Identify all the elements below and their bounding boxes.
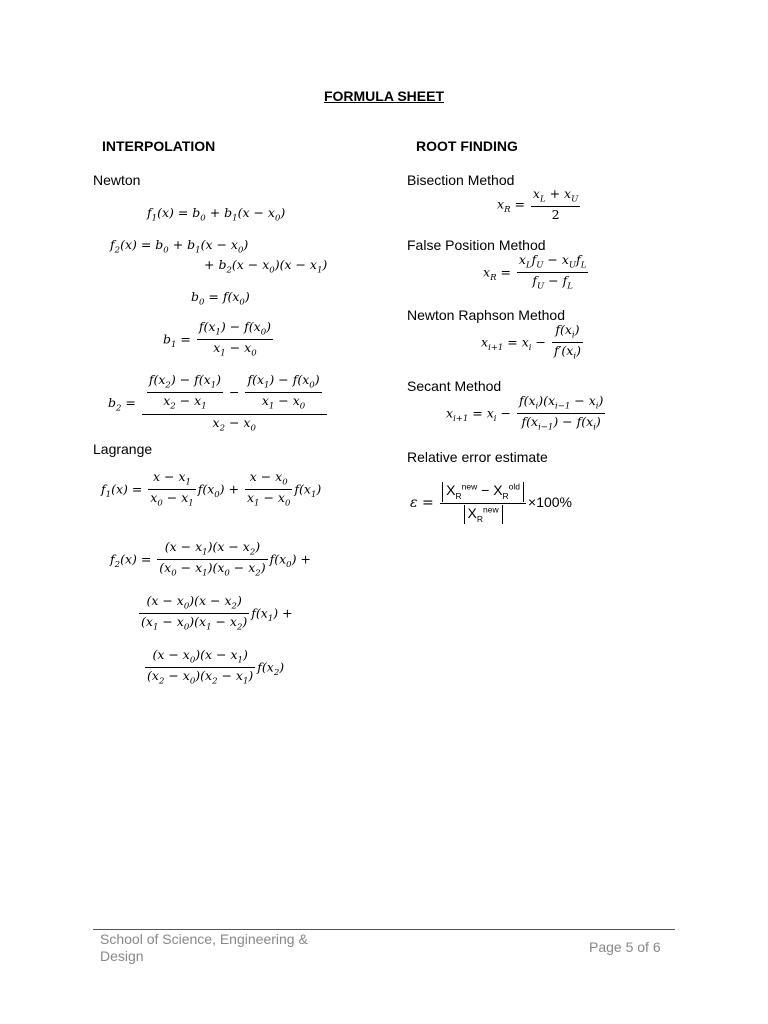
eq-newton-f2-line1: $f_2(x) = b_0 + b_1(x - x_0)$ xyxy=(110,237,249,256)
eq-lagrange-f2-term3: $\frac{(x - x_0)(x - x_1)}{(x_2 - x_0)(x_2 - x_1)}$ $f(x_2)$ xyxy=(147,647,285,687)
footer-school-line1: School of Science, Engineering & xyxy=(100,931,308,947)
page-title: FORMULA SHEET xyxy=(323,88,445,104)
eq-newton-raphson: $x_{i+1} = x_i$ − $\frac{f(x_i)}{f'(x_i)}$ xyxy=(481,322,581,362)
section-interpolation: INTERPOLATION xyxy=(102,138,216,154)
eq-lagrange-f2-term2: $\frac{(x - x_0)(x - x_2)}{(x_1 - x_0)(x_1 - x_2)}$ $f(x_1)$ + xyxy=(141,593,293,633)
eq-newton-f1: $f_1(x) = b_0 + b_1(x - x_0)$ xyxy=(147,205,286,224)
eq-newton-b1: $b_1$ = $\frac{f(x_1) - f(x_0)}{x_1 - x_0}$ xyxy=(163,319,272,359)
section-root-finding: ROOT FINDING xyxy=(416,138,518,154)
label-relative-error: Relative error estimate xyxy=(407,449,548,465)
label-newton: Newton xyxy=(93,172,141,188)
footer-divider xyxy=(93,929,675,930)
label-lagrange: Lagrange xyxy=(93,441,153,457)
label-secant: Secant Method xyxy=(407,378,502,394)
eq-false-position: $x_R$ = $\frac{x_Lf_U - x_Uf_L}{f_U - f_L}$ xyxy=(483,252,587,292)
eq-bisection: $x_R$ = $\frac{x_L + x_U}{2}$ xyxy=(497,186,579,223)
label-false-position: False Position Method xyxy=(407,237,546,253)
eq-newton-b0: $b_0 = f(x_0)$ xyxy=(191,289,250,308)
eq-lagrange-f1: $f_1(x)$ = $\frac{x - x_1}{x_0 - x_1}$ $f(x_0)$ + $\frac{x - x_0}{x_1 - x_0}$ $f(x_1)$ xyxy=(101,469,322,509)
eq-relative-error: ε = $\frac{X_R^{new} - X_R^{old}}{X_R^{new}}$ ×100% xyxy=(410,481,572,524)
label-bisection: Bisection Method xyxy=(407,172,515,188)
label-newton-raphson: Newton Raphson Method xyxy=(407,307,565,323)
eq-newton-f2-line2: + $b_2(x - x_0)(x - x_1)$ xyxy=(204,257,328,276)
footer-school-line2: Design xyxy=(100,948,144,964)
eq-secant: $x_{i+1} = x_i$ − $\frac{f(x_i)(x_{i-1} - x_i)}{f(x_{i-1}) - f(x_i)}$ xyxy=(446,393,604,433)
footer-page-number: Page 5 of 6 xyxy=(589,939,661,955)
footer-school xyxy=(100,931,308,965)
eq-newton-b2: $b_2$ = $\frac{f(x_2) - f(x_1)}{x_2 - x_1}$ − $\frac{f(x_1) - f(x_0)}{x_1 - x_0}$ $x_2 - x_0$ xyxy=(108,372,329,435)
eq-lagrange-f2-term1: $f_2(x)$ = $\frac{(x - x_1)(x - x_2)}{(x_0 - x_1)(x_0 - x_2)}$ $f(x_0)$ + xyxy=(110,539,311,579)
